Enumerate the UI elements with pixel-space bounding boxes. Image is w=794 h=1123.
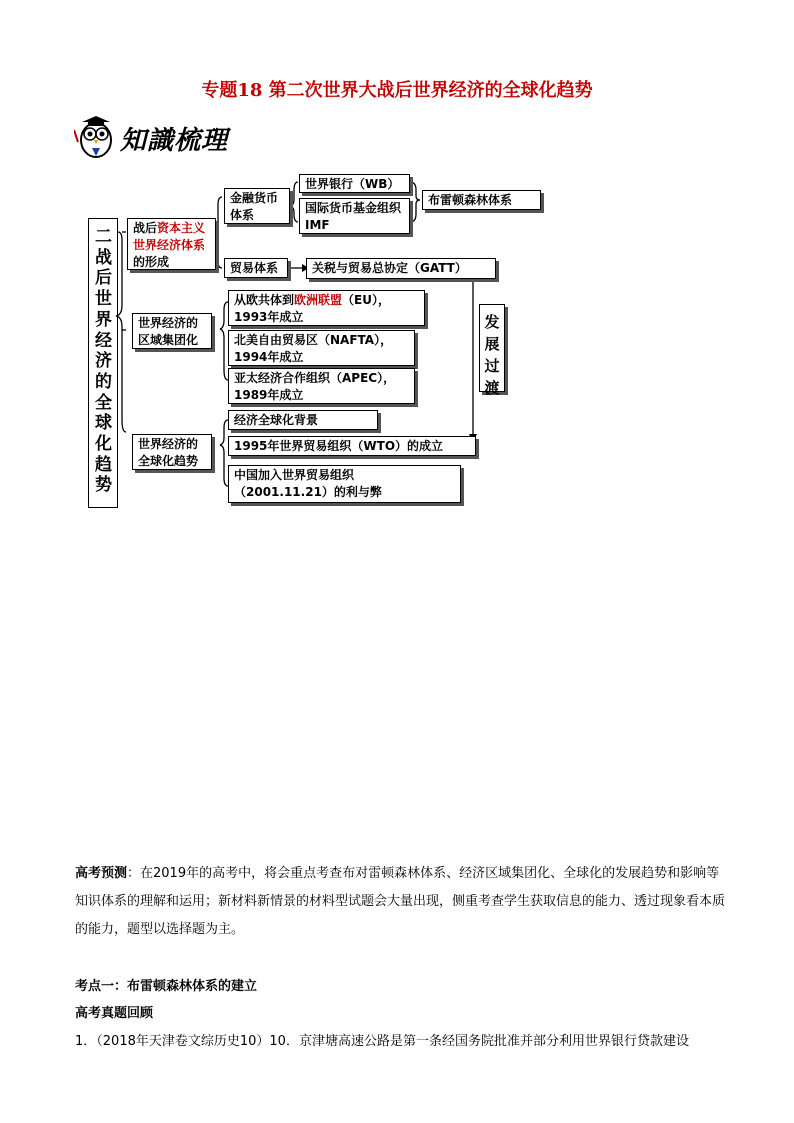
- forecast-text: ：在2019年的高考中，将会重点考查布对雷顿森林体系、经济区域集团化、全球化的发展趋势和影响等知识体系的理解和运用；新材料新情景的材料型试题会大量出现，侧重考查学生获取信息的能力、透过现象看本质的能力，题型以选择题为主。: [75, 866, 726, 937]
- branch1-suffix: 的形成: [133, 255, 170, 269]
- diagram-root: 二战后世界经济的全球化趋势: [88, 218, 118, 508]
- world-bank: 世界银行（WB）: [299, 174, 410, 193]
- apec-line1: 亚太经济合作组织（APEC），: [234, 371, 396, 385]
- globalization-background: 经济全球化背景: [228, 410, 378, 430]
- forecast-label: 高考预测: [75, 866, 128, 881]
- eu-prefix: 从欧共体到: [234, 293, 295, 307]
- question-1: 1．（2018年天津卷文综历史10）10．京津塘高速公路是第一条经国务院批准并部分利用世界银行贷款建设: [75, 1034, 689, 1049]
- branch-regional-blocs: 世界经济的区域集团化: [132, 313, 212, 349]
- apec-line2: 1989年成立: [234, 388, 304, 402]
- china-line1: 中国加入世界贸易组织: [234, 468, 355, 482]
- eu-suffix: （EU），: [342, 293, 390, 307]
- nafta-line2: 1994年成立: [234, 350, 304, 364]
- section-heading-1: 考点一：布雷顿森林体系的建立: [75, 979, 258, 994]
- forecast-paragraph: [75, 860, 725, 944]
- eu-highlight: 欧洲联盟: [294, 293, 343, 307]
- branch1-highlight: 资本主义世界经济体系: [133, 221, 206, 252]
- trade-system: 贸易体系: [224, 258, 288, 278]
- gatt: 关税与贸易总协定（GATT）: [306, 258, 496, 279]
- finance-system: 金融货币体系: [224, 188, 290, 224]
- apec-item: [228, 368, 415, 404]
- section-heading-2: 高考真题回顾: [75, 1006, 154, 1021]
- nafta-item: [228, 330, 415, 366]
- china-wto-item: [228, 465, 461, 503]
- bretton-woods: 布雷顿森林体系: [422, 190, 541, 210]
- branch1-prefix: 战后: [133, 221, 158, 235]
- eu-item: [228, 290, 425, 326]
- wto-item: 1995年世界贸易组织（WTO）的成立: [228, 436, 476, 456]
- branch-capitalist-system: [127, 218, 216, 270]
- logo-title: 知識梳理: [120, 126, 229, 156]
- branch-globalization: 世界经济的全球化趋势: [132, 434, 212, 470]
- imf: 国际货币基金组织IMF: [299, 198, 410, 234]
- page-title: 专题18 第二次世界大战后世界经济的全球化趋势: [201, 80, 593, 101]
- eu-year: 1993年成立: [234, 310, 304, 324]
- nafta-line1: 北美自由贸易区（NAFTA），: [234, 333, 393, 347]
- china-line2: （2001.11.21）的利与弊: [234, 485, 382, 499]
- development-transition: 发展过渡: [479, 304, 505, 392]
